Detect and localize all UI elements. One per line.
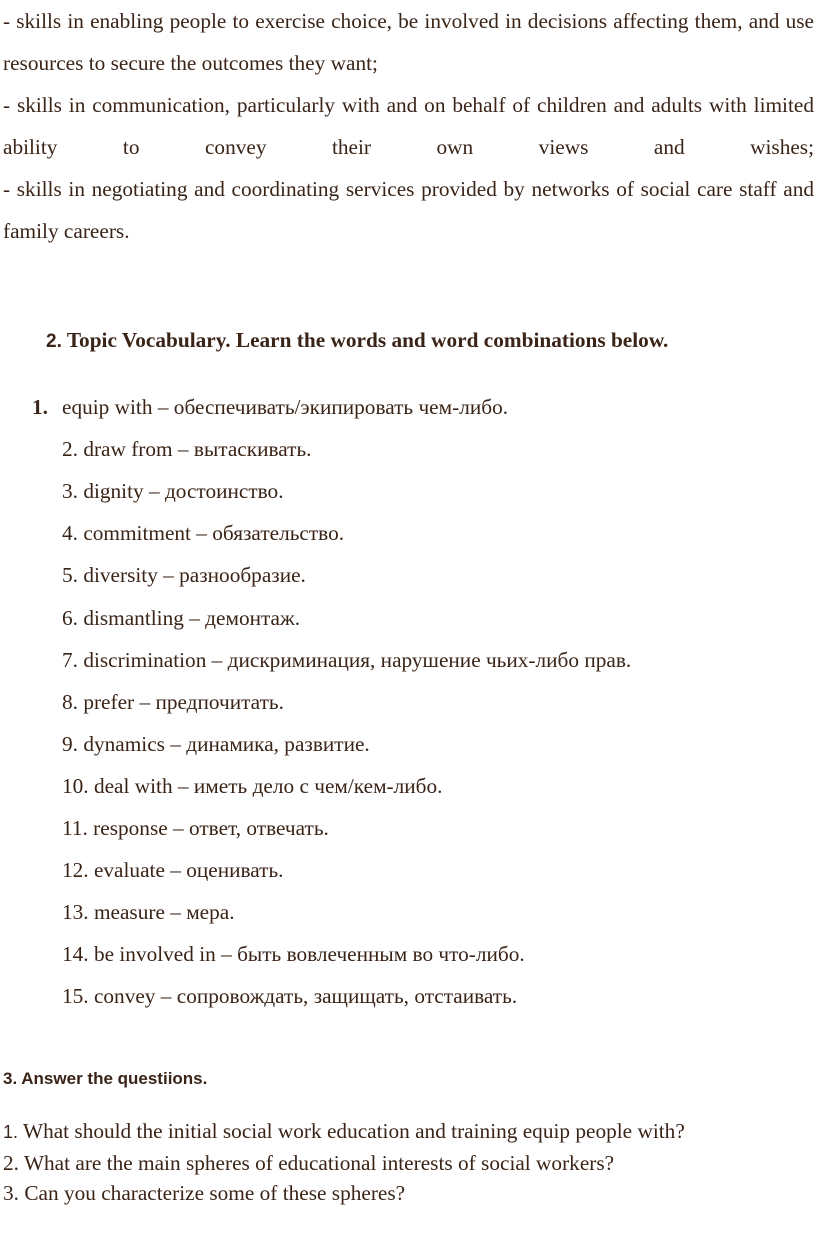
vocabulary-item: [62, 639, 631, 681]
vocabulary-item-number: 8.: [62, 689, 78, 714]
vocabulary-item: [62, 807, 329, 849]
vocabulary-item-number: 10.: [62, 773, 89, 798]
section-2-number: 2.: [46, 331, 62, 352]
vocabulary-item-text: prefer – предпочитать.: [83, 689, 284, 714]
vocabulary-item-text: commitment – обязательство.: [83, 521, 345, 546]
vocabulary-item-text: discrimination – дискриминация, нарушение чьих-либо прав.: [83, 647, 632, 672]
vocabulary-item-text: draw from – вытаскивать.: [83, 437, 312, 462]
vocabulary-item-text: be involved in – быть вовлеченным во что-либо.: [93, 942, 525, 967]
vocabulary-item: [62, 428, 312, 470]
vocabulary-item-text: equip with – обеспечивать/экипировать чем-либо.: [62, 395, 509, 419]
vocabulary-item-number: 3.: [62, 479, 78, 504]
question-item: [3, 1178, 685, 1209]
vocabulary-item: [62, 597, 300, 639]
vocabulary-item-text: convey – сопровождать, защищать, отстаивать.: [93, 984, 518, 1009]
vocabulary-item-text: dynamics – динамика, развитие.: [83, 731, 370, 756]
vocabulary-item-text: response – ответ, отвечать.: [93, 816, 329, 840]
vocabulary-item: [32, 386, 509, 428]
vocabulary-item: [62, 933, 525, 975]
vocabulary-item-number: 14.: [62, 942, 89, 967]
vocabulary-item-number: 6.: [62, 605, 78, 630]
question-text: What are the main spheres of educational interests of social workers?: [23, 1150, 615, 1175]
intro-paragraph-2: - skills in communication, particularly with and on behalf of children and adults with limited ability to convey their own views and wishes;: [3, 93, 814, 159]
question-item: [3, 1116, 685, 1148]
vocabulary-item-number: 13.: [62, 900, 89, 925]
vocabulary-item: [62, 512, 344, 554]
question-text: What should the initial social work education and training equip people with?: [22, 1119, 685, 1143]
vocabulary-item-number: 11.: [62, 816, 88, 840]
section-2-title: Topic Vocabulary. Learn the words and word combinations below.: [66, 328, 669, 352]
vocabulary-item: [62, 554, 306, 596]
vocabulary-item: [62, 975, 517, 1017]
question-item: [3, 1148, 685, 1179]
intro-paragraph-3: - skills in negotiating and coordinating services provided by networks of social care staff and family careers.: [3, 177, 814, 243]
vocabulary-item-text: dignity – достоинство.: [83, 479, 284, 504]
vocabulary-item-number: 1.: [32, 395, 48, 419]
questions-list: [3, 1116, 685, 1209]
vocabulary-item: [62, 891, 235, 933]
vocabulary-item: [62, 723, 370, 765]
vocabulary-item-number: 9.: [62, 731, 78, 756]
intro-skills-list: [3, 0, 814, 252]
vocabulary-item-text: diversity – разнообразие.: [83, 563, 306, 588]
vocabulary-item-text: evaluate – оценивать.: [93, 858, 284, 883]
question-number: 1.: [3, 1122, 19, 1142]
vocabulary-item: [62, 765, 442, 807]
vocabulary-item: [62, 470, 284, 512]
vocabulary-item-text: deal with – иметь дело с чем/кем-либо.: [93, 773, 443, 798]
intro-paragraph-1: - skills in enabling people to exercise choice, be involved in decisions affecting them, and use resources to secure the outcomes they want;: [3, 9, 814, 75]
vocabulary-item: [62, 681, 284, 723]
vocabulary-item-text: dismantling – демонтаж.: [83, 605, 301, 630]
question-number: 3.: [3, 1181, 19, 1205]
vocabulary-item-number: 15.: [62, 984, 89, 1009]
vocabulary-item: [62, 849, 284, 891]
vocabulary-item-number: 12.: [62, 858, 89, 883]
section-2-heading: [46, 322, 668, 360]
question-text: Can you characterize some of these spheres?: [24, 1181, 406, 1205]
question-number: 2.: [3, 1150, 19, 1175]
vocabulary-item-text: measure – мера.: [93, 900, 235, 925]
section-3-heading: 3. Answer the questiions.: [3, 1069, 208, 1088]
vocabulary-item-number: 7.: [62, 647, 78, 672]
vocabulary-item-number: 2.: [62, 437, 78, 462]
vocabulary-item-number: 5.: [62, 563, 78, 588]
vocabulary-item-number: 4.: [62, 521, 78, 546]
